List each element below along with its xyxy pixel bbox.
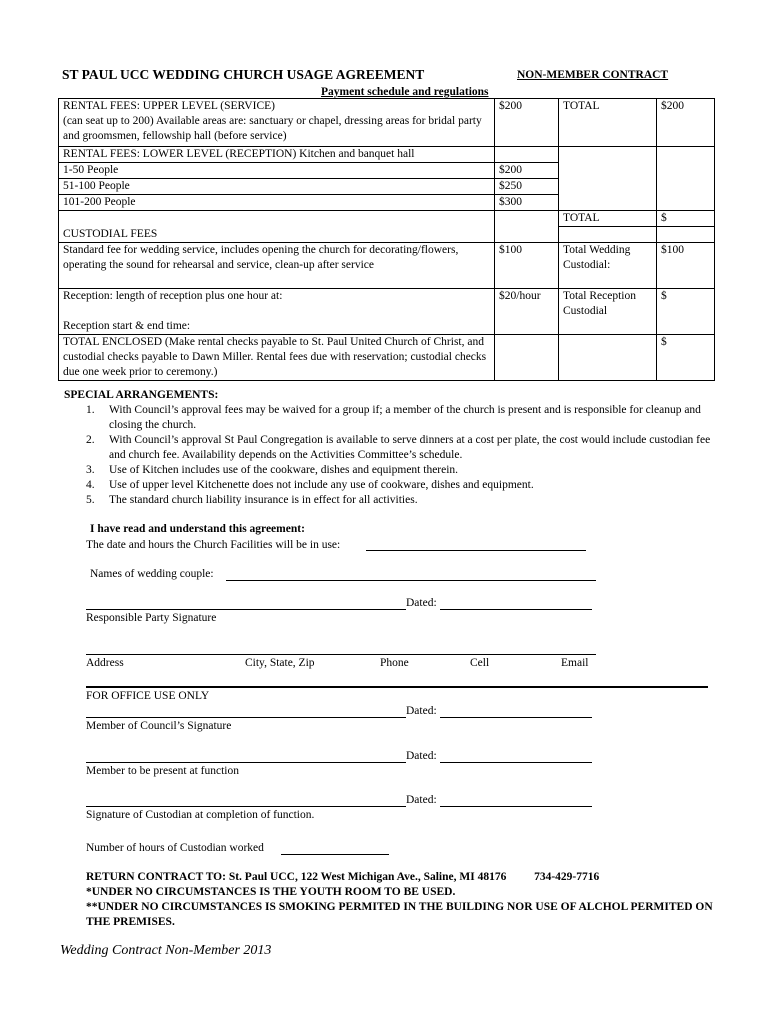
- contact-phone: 734-429-7716: [534, 871, 600, 883]
- upper-total-value: $200: [657, 99, 715, 147]
- special-list: [64, 403, 714, 508]
- lower-row-price: $200: [495, 163, 559, 179]
- responsible-signature-field[interactable]: [86, 609, 406, 610]
- lower-row-label: 101-200 People: [59, 195, 495, 211]
- table-row: [59, 334, 715, 380]
- lower-total-value: $: [657, 211, 715, 227]
- table-row: [59, 147, 715, 163]
- enclosed-value: $: [657, 334, 715, 380]
- lower-level-title: RENTAL FEES: LOWER LEVEL (RECEPTION) Kitchen and banquet hall: [59, 147, 495, 163]
- youth-room-notice: *UNDER NO CIRCUMSTANCES IS THE YOUTH ROOM TO BE USED.: [86, 885, 456, 898]
- dated-label: Dated:: [406, 750, 437, 762]
- custodian-label: Signature of Custodian at completion of function.: [86, 809, 315, 821]
- reception-desc: Reception: length of reception plus one hour at:: [63, 289, 283, 302]
- upper-total-label: TOTAL: [559, 99, 657, 147]
- custodial-total-value: $100: [657, 242, 715, 288]
- lower-row-label: 51-100 People: [59, 179, 495, 195]
- return-address: RETURN CONTRACT TO: St. Paul UCC, 122 West Michigan Ave., Saline, MI 48176: [86, 871, 507, 883]
- footer-notices: [86, 870, 716, 930]
- table-row: [59, 99, 715, 147]
- custodial-price: $100: [495, 242, 559, 288]
- dates-field[interactable]: [366, 550, 586, 551]
- upper-level-cell: [59, 99, 495, 147]
- upper-level-price: $200: [495, 99, 559, 147]
- upper-level-title: RENTAL FEES: UPPER LEVEL (SERVICE): [63, 100, 275, 112]
- list-item: 4. Use of upper level Kitchenette does not include any use of cookware, dishes and equipment.: [86, 478, 534, 491]
- dated-label: Dated:: [406, 794, 437, 806]
- names-field[interactable]: [226, 580, 596, 581]
- hours-field[interactable]: [281, 854, 389, 855]
- council-label: Member of Council’s Signature: [86, 720, 232, 732]
- schedule-title: Payment schedule and regulations: [321, 86, 489, 98]
- address-label: Address: [86, 657, 124, 669]
- upper-level-desc: (can seat up to 200) Available areas are: sanctuary or chapel, dressing areas for bridal party and groomsmen, fellowship hall (before service): [63, 115, 482, 142]
- document-footer-name: Wedding Contract Non-Member 2013: [60, 943, 272, 958]
- table-row: [59, 179, 715, 195]
- reception-cell: [59, 288, 495, 334]
- reception-total-value: $: [657, 288, 715, 334]
- custodian-date-field[interactable]: [440, 806, 592, 807]
- reception-time: Reception start & end time:: [63, 319, 191, 332]
- contract-type: NON-MEMBER CONTRACT: [517, 69, 669, 81]
- section-divider: [86, 686, 708, 688]
- dates-label: The date and hours the Church Facilities will be in use:: [86, 539, 341, 551]
- fees-table: [58, 98, 715, 381]
- lower-row-price: $250: [495, 179, 559, 195]
- table-row: [59, 288, 715, 334]
- table-row: [59, 163, 715, 179]
- custodial-title: CUSTODIAL FEES: [59, 227, 495, 243]
- table-row: [59, 227, 715, 243]
- special-arrangements: [64, 388, 714, 508]
- address-field[interactable]: [86, 654, 596, 655]
- lower-row-price: $300: [495, 195, 559, 211]
- lower-row-label: 1-50 People: [59, 163, 495, 179]
- special-heading: SPECIAL ARRANGEMENTS:: [64, 389, 219, 401]
- list-item: 3. Use of Kitchen includes use of the cookware, dishes and equipment therein.: [86, 463, 459, 476]
- hours-label: Number of hours of Custodian worked: [86, 842, 264, 854]
- dated-label: Dated:: [406, 597, 437, 609]
- list-item: 1. With Council’s approval fees may be waived for a group if; a member of the church is present and is responsible for cleanup and closing the church.: [86, 403, 701, 431]
- list-item: 5. The standard church liability insurance is in effect for all activities.: [86, 493, 418, 506]
- agreement-heading: I have read and understand this agreement:: [90, 523, 305, 535]
- document-title: ST PAUL UCC WEDDING CHURCH USAGE AGREEMENT: [62, 67, 425, 82]
- dated-label: Dated:: [406, 705, 437, 717]
- phone-label: Phone: [380, 657, 409, 669]
- custodian-signature-field[interactable]: [86, 806, 406, 807]
- council-date-field[interactable]: [440, 717, 592, 718]
- city-label: City, State, Zip: [245, 657, 315, 669]
- email-label: Email: [561, 657, 589, 669]
- enclosed-desc: TOTAL ENCLOSED (Make rental checks payable to St. Paul United Church of Christ, and custodial checks payable to Dawn Miller. Rental fees due with reservation; custodial checks due one week prior to ceremony.): [59, 334, 495, 380]
- member-date-field[interactable]: [440, 762, 592, 763]
- table-row: [59, 242, 715, 288]
- reception-total-label: Total Reception Custodial: [559, 288, 657, 334]
- names-label: Names of wedding couple:: [90, 568, 214, 580]
- table-row: [59, 195, 715, 211]
- table-row: [59, 211, 715, 227]
- lower-total-label: TOTAL: [559, 211, 657, 227]
- reception-price: $20/hour: [495, 288, 559, 334]
- member-signature-field[interactable]: [86, 762, 406, 763]
- responsible-label: Responsible Party Signature: [86, 612, 217, 624]
- custodial-total-label: Total Wedding Custodial:: [559, 242, 657, 288]
- member-label: Member to be present at function: [86, 765, 239, 777]
- cell-label: Cell: [470, 657, 490, 669]
- office-heading: FOR OFFICE USE ONLY: [86, 690, 210, 702]
- custodial-desc: Standard fee for wedding service, includes opening the church for decorating/flowers, operating the sound for rehearsal and service, clean-up after service: [59, 242, 495, 288]
- smoking-notice: **UNDER NO CIRCUMSTANCES IS SMOKING PERMITED IN THE BUILDING NOR USE OF ALCHOL PERMITED ON THE PREMISES.: [86, 900, 713, 928]
- return-line: [86, 870, 716, 885]
- responsible-date-field[interactable]: [440, 609, 592, 610]
- council-signature-field[interactable]: [86, 717, 406, 718]
- list-item: 2. With Council’s approval St Paul Congregation is available to serve dinners at a cost per plate, the cost would include custodian fee and church fee. Availability depends on the Activities Committee’s schedule.: [86, 433, 711, 461]
